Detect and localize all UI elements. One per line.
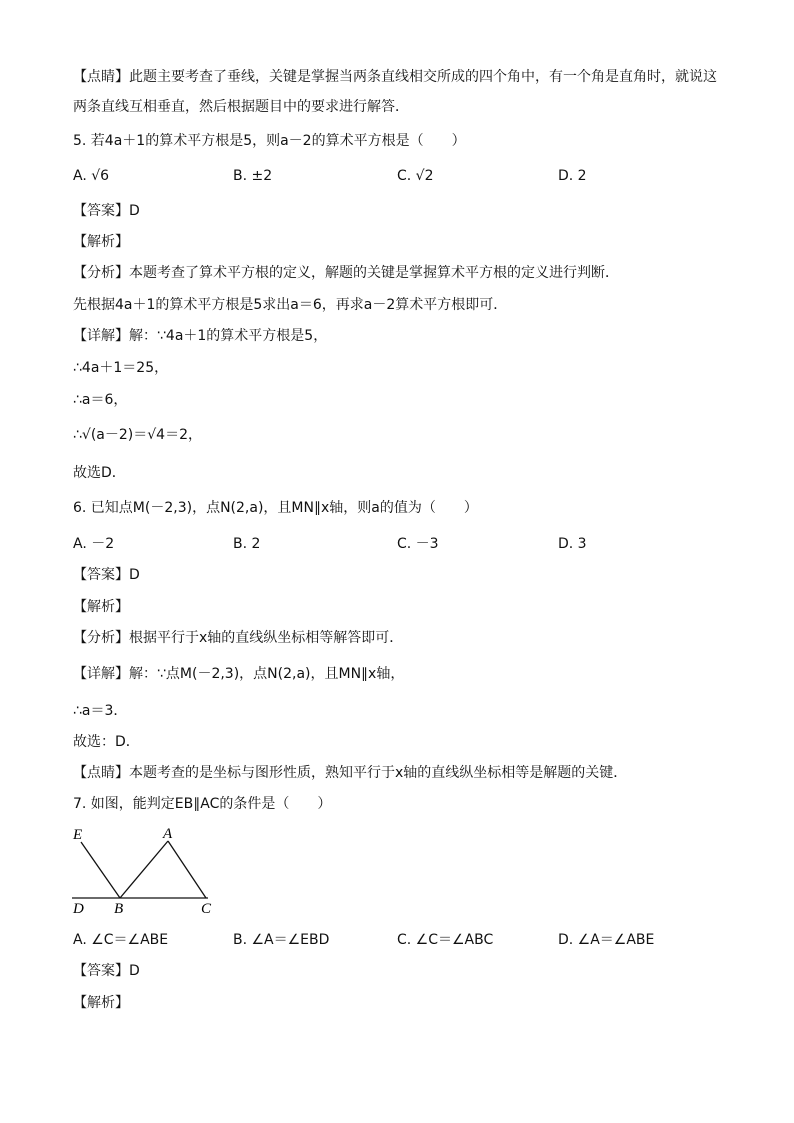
dianjing-line-2: 两条直线互相垂直，然后根据题目中的要求进行解答． [73,99,409,115]
q6-answer: 【答案】D [73,567,140,583]
q5-answer: 【答案】D [73,203,140,219]
label-e: E [73,827,83,843]
label-c: C [201,901,212,917]
q7-option-c: C. ∠C＝∠ABC [397,932,494,948]
q5-option-a: A. √6 [73,168,110,184]
q5-step-3: ∴√(a－2)＝√4＝2， [73,427,202,443]
q5-step-2: ∴a＝6， [73,392,128,408]
q6-option-a: A. －2 [73,536,115,552]
q6-conclusion: 故选：D． [73,734,140,750]
label-d: D [73,901,84,917]
q6-detail: 【详解】解：∵点M(－2,3)，点N(2,a)，且MN∥x轴， [73,666,405,682]
q6-analysis-heading: 【解析】 [73,599,129,615]
q6-option-b: B. 2 [233,536,261,552]
q7-analysis-heading: 【解析】 [73,995,129,1011]
q5-stem: 5. 若4a＋1的算术平方根是5，则a－2的算术平方根是（ ） [73,133,466,149]
q7-answer: 【答案】D [73,963,140,979]
segment-eb [81,842,120,898]
q7-option-a: A. ∠C＝∠ABE [73,932,169,948]
q6-fenxi: 【分析】根据平行于x轴的直线纵坐标相等解答即可． [73,630,404,646]
q7-option-d: D. ∠A＝∠ABE [558,932,655,948]
q5-option-b: B. ±2 [233,168,273,184]
q6-option-d: D. 3 [558,536,587,552]
q5-option-d: D. 2 [558,168,587,184]
q6-stem: 6. 已知点M(－2,3)，点N(2,a)，且MN∥x轴，则a的值为（ ） [73,500,478,516]
q5-step-1: ∴4a＋1＝25， [73,360,169,376]
label-a: A [163,826,173,842]
q7-figure [70,824,230,919]
label-b: B [114,901,124,917]
q6-option-c: C. －3 [397,536,439,552]
segment-ba [120,841,168,898]
q7-option-b: B. ∠A＝∠EBD [233,932,330,948]
q5-detail: 【详解】解：∵4a＋1的算术平方根是5， [73,328,328,344]
q5-option-c: C. √2 [397,168,434,184]
q5-conclusion: 故选D． [73,465,126,481]
q6-step-1: ∴a＝3． [73,703,128,719]
dianjing-line-1: 【点睛】此题主要考查了垂线，关键是掌握当两条直线相交所成的四个角中，有一个角是直角时，就说这 [73,69,717,85]
q7-stem: 7. 如图，能判定EB∥AC的条件是（ ） [73,796,332,812]
q6-dianjing: 【点睛】本题考查的是坐标与图形性质，熟知平行于x轴的直线纵坐标相等是解题的关键． [73,765,628,781]
q5-analysis-heading: 【解析】 [73,234,129,250]
q5-fenxi-2: 先根据4a＋1的算术平方根是5求出a＝6，再求a－2算术平方根即可． [73,297,508,313]
segment-ac [168,841,206,898]
q5-fenxi: 【分析】本题考查了算术平方根的定义，解题的关键是掌握算术平方根的定义进行判断． [73,265,619,281]
